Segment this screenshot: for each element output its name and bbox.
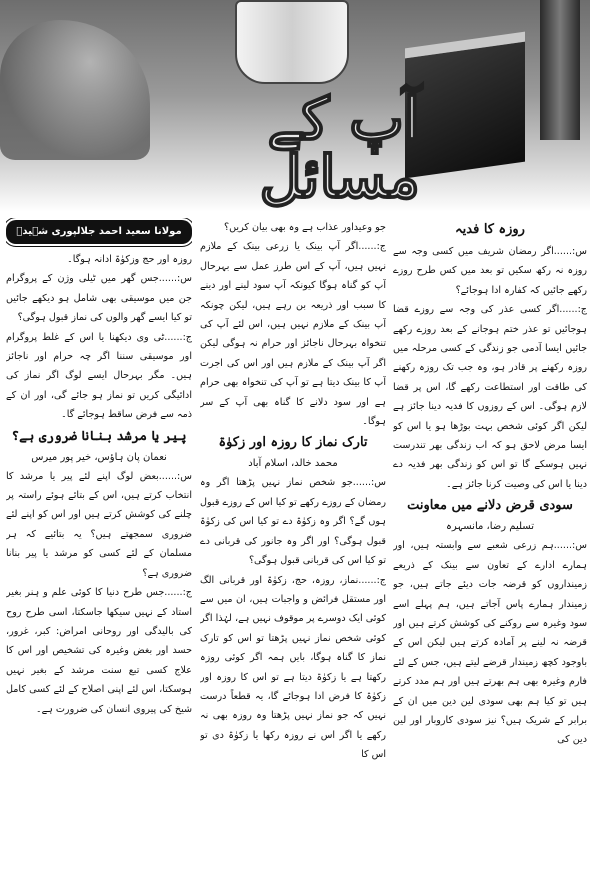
kaaba-illustration: [405, 32, 525, 179]
article-heading: روزہ کا فدیہ: [455, 222, 525, 237]
article-heading: پیر یا مرشد بنانا ضروری ہے؟: [11, 428, 187, 444]
minaret-illustration: [540, 0, 580, 140]
answer-paragraph: ج:......جس طرح دنیا کا کوئی علم و ہنر بغیر استاد کے نہیں سیکھا جاسکتا، اسی طرح روح کی بالیدگی اور روحانی امراض: کبر، غرور، حسد اور بغض وغیرہ کی تشخیص اور اس کا علاج کسی تبع سنت مرشد کے بغیر نہیں ہوسکتا، اس لئے اپنی اصلاح کے لئے کسی کامل شیخ کی پیروی انسان کی ضرورت ہے۔: [6, 587, 192, 715]
quran-illustration: [235, 0, 349, 84]
answer-paragraph: ج:......اگر آپ بینک یا زرعی بینک کے ملازم نہیں ہیں، آپ کے اس طرز عمل سے بہرحال آپ کو گناہ ہوگا کیونکہ آپ سود لینے اور دینے کا سبب اور ذریعہ بن رہے ہیں، لیکن چونکہ آپ بینک کے ملازم نہیں ہیں، اس لئے آپ کی تنخواہ بہرحال ناجائز اور حرام نہ ہوگی لیکن اگر آپ بینک کے ملازم ہیں اور اس کی اجرت آپ کا بینک دیتا ہے تو آپ کی تنخواہ بھی حرام ہے اور سود دلانے کا گناہ بھی آپ کے سر ہوگا۔: [200, 241, 386, 428]
answer-paragraph: ج:......اگر کسی عذر کی وجہ سے روزے قضا ہوجائیں تو عذر ختم ہوجانے کے بعد روزے رکھے جائیں ایسا آدمی جو زندگی کے کسی مرحلہ میں روزہ رکھنے پر قادر ہو، وہ جب تک روزہ رکھنے کی طاقت اور استطاعت رکھے گا، اس پر قضا لازم ہوگی۔ اس کے روزوں کا فدیہ دینا جائز ہے لیکن اگر کوئی شخص بہت بوڑھا ہو یا اس کو ایسا مرض لاحق ہو کہ اب زندگی بھر تندرست نہیں ہوسکے گا تو اس کو زندگی بھر فدیہ دے دینا یا اس کی وصیت کرنا جائز ہے۔: [393, 304, 587, 490]
question-paragraph: س:......اگر رمضان شریف میں کسی وجہ سے روزہ نہ رکھ سکیں تو بعد میں کس طرح روزے رکھے جائیں کہ کفارہ ادا ہوجائے؟: [393, 246, 587, 296]
question-paragraph: س:......جو شخص نماز نہیں پڑھتا اگر وہ رمضان کے روزے رکھے تو کیا اس کے روزے قبول ہوں گے؟ اگر وہ زکوٰۃ دے تو کیا اس کی زکوٰۃ قبول ہوگی؟ اور اگر وہ جانور کی قربانی دے تو کیا اس کی قربانی قبول ہوگی؟: [200, 477, 386, 567]
article-heading: تارک نماز کا روزہ اور زکوٰۃ: [218, 435, 368, 451]
header-banner: [0, 0, 590, 212]
question-paragraph: س:......بعض لوگ اپنے لئے پیر یا مرشد کا انتخاب کرتے ہیں، اس کے بتائے ہوئے راستہ پر چلنے کی کوشش کرتے ہیں اور اس کو اپنے لئے ضروری سمجھتے ہیں؟ یہ بتائیے کہ ہر مسلمان کے لئے کسی کو مرشد یا پیر بنانا ضروری ہے؟: [6, 470, 192, 579]
answer-paragraph: ج:......نماز، روزہ، حج، زکوٰۃ اور قربانی الگ اور مستقل فرائض و واجبات ہیں، ان میں سے کوئی ایک دوسرے پر موقوف نہیں ہے، لہٰذا اگر کوئی شخص نماز نہیں پڑھتا تو اس کو تارک نماز کا گناہ ہوگا، بایں ہمہ اگر کوئی روزہ رکھتا ہے یا زکوٰۃ دیتا ہے تو اس کا روزہ اور زکوٰۃ کا فرض ادا ہوجائے گا، یہ قطعاً درست نہیں کہ جو نماز نہیں پڑھتا وہ روزہ بھی نہ رکھے یا اگر اس نے روزہ رکھا یا زکوٰۃ دی تو اس کا: [200, 574, 386, 761]
questioner-byline: نعمان پان ہاؤس، خیر پور میرس: [31, 451, 167, 463]
question-paragraph: س:......ہم زرعی شعبے سے وابستہ ہیں، اور ہمارے ادارے کے تعاون سے بینک کے ذریعے زمینداروں کو قرضہ جات دیئے جاتے ہیں، جو زمیندار ہمارے پاس آجاتے ہیں، ہم پہلے اسے سود وغیرہ سے روکنے کی کوشش کرتے ہیں اور قرضہ نہ لینے پر آمادہ کرتے ہیں لیکن اس کے باوجود کچھ زمیندار قرضے لیتے ہیں، جس کے لئے فارم وغیرہ بھی ہم بھرتے ہیں اور ہم مدد کرتے ہیں تو کیا ہم بھی سودی لین دین میں ان کے برابر کے شریک ہیں؟ نیز سودی کاروبار اور لین دین کی: [393, 540, 587, 746]
column-right: [393, 218, 587, 878]
column-left: [6, 218, 192, 878]
mosque-illustration: [0, 20, 150, 160]
continued-paragraph: جو وعیداور عذاب ہے وہ بھی بیان کریں؟: [224, 222, 386, 233]
column-middle: [200, 218, 386, 878]
question-paragraph: س:......جس گھر میں ٹیلی وژن کے پروگرام جن میں موسیقی بھی شامل ہو دیکھے جائیں تو کیا ایسے گھر والوں کی نماز قبول ہوگی؟: [6, 273, 192, 324]
banner-title: آپ کے مسائل: [259, 84, 420, 211]
continued-paragraph: روزہ اور حج وزکوٰۃ ادانہ ہوگا۔: [67, 254, 192, 265]
article-heading: سودی قرض دلانے میں معاونت: [407, 498, 573, 514]
questioner-byline: محمد خالد، اسلام آباد: [248, 458, 338, 470]
author-name-box: مولانا سعید احمد جلالپوری شہیدؒ: [6, 220, 192, 244]
answer-paragraph: ج:......ٹی وی دیکھنا یا اس کے غلط پروگرام اور موسیقی سننا اگر چہ حرام اور ناجائز ہیں۔ مگر بہرحال ایسے لوگ اگر نماز کی ادائیگی کریں تو نماز ہو جائے گی، اور ان کے ذمہ سے فرض ساقط ہوجائے گا۔: [6, 331, 192, 421]
questioner-byline: تسلیم رضا، مانسہرہ: [446, 521, 534, 533]
